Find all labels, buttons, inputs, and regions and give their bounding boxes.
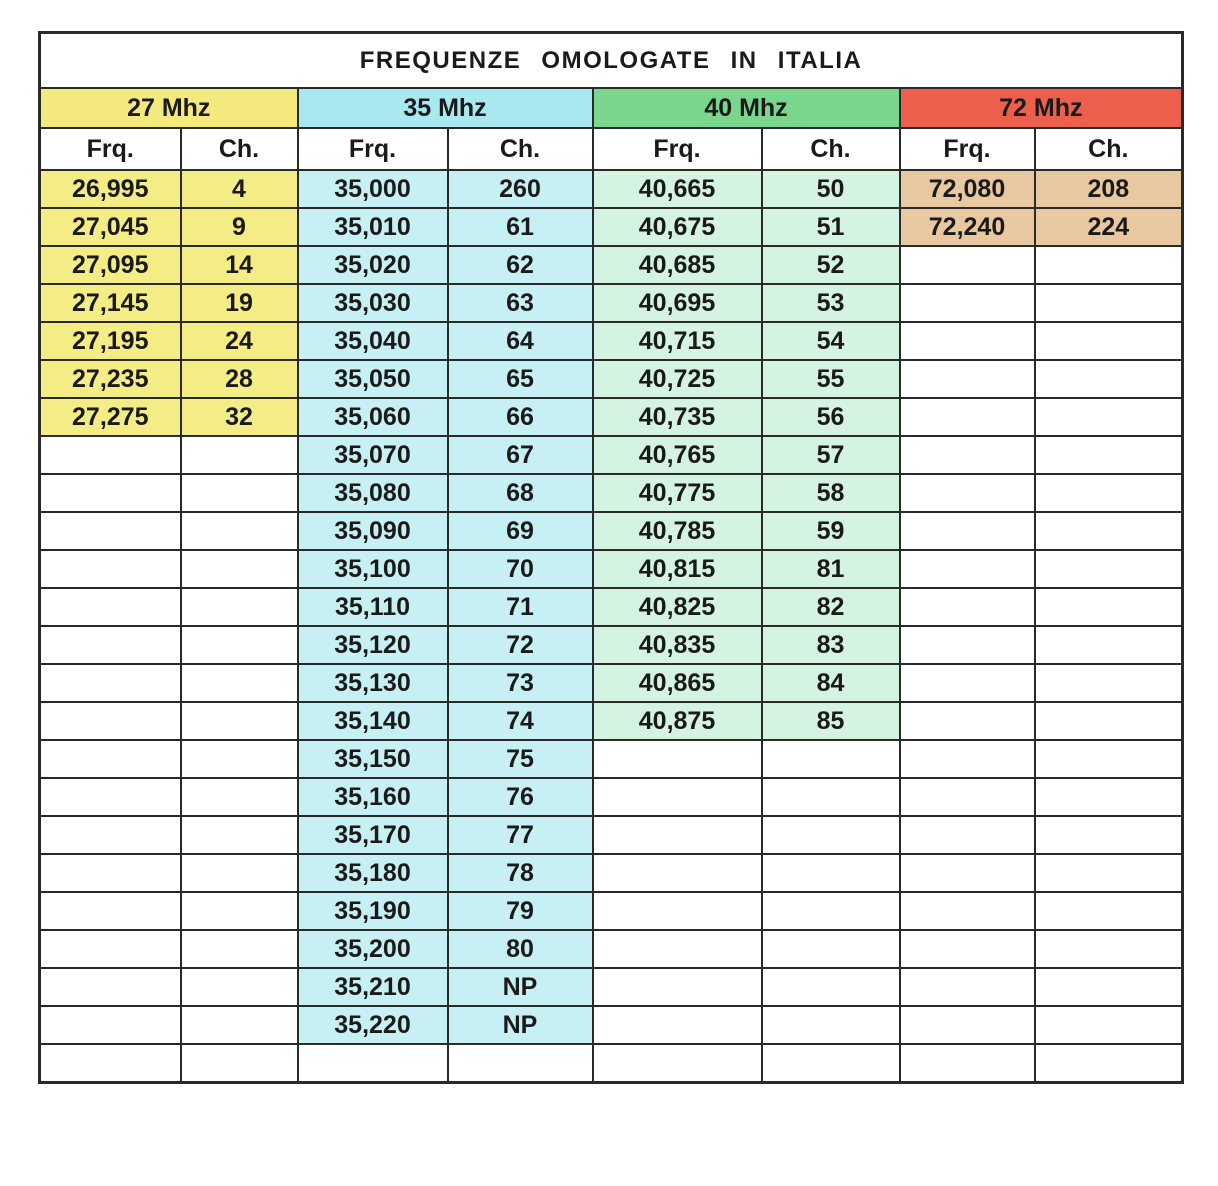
empty-cell <box>40 740 181 778</box>
table-row <box>40 588 1183 626</box>
channel-cell: 81 <box>762 550 900 588</box>
column-header-row <box>40 128 1183 170</box>
channel-cell: 79 <box>448 892 593 930</box>
freq-cell: 35,060 <box>298 398 448 436</box>
freq-cell: 35,090 <box>298 512 448 550</box>
freq-cell: 35,170 <box>298 816 448 854</box>
band-40-header: 40 Mhz <box>593 88 900 128</box>
empty-cell <box>762 740 900 778</box>
freq-cell: 40,665 <box>593 170 762 208</box>
freq-cell: 40,675 <box>593 208 762 246</box>
freq-cell: 35,190 <box>298 892 448 930</box>
channel-cell: 53 <box>762 284 900 322</box>
channel-cell: 80 <box>448 930 593 968</box>
empty-cell <box>40 474 181 512</box>
freq-cell: 35,020 <box>298 246 448 284</box>
freq-cell: 40,865 <box>593 664 762 702</box>
empty-cell <box>181 626 298 664</box>
freq-cell: 35,210 <box>298 968 448 1006</box>
empty-cell <box>593 892 762 930</box>
channel-cell: 77 <box>448 816 593 854</box>
empty-cell <box>900 360 1035 398</box>
table-row <box>40 854 1183 892</box>
empty-cell <box>40 550 181 588</box>
empty-cell <box>1035 702 1183 740</box>
channel-cell: 19 <box>181 284 298 322</box>
channel-cell: 61 <box>448 208 593 246</box>
table-row <box>40 816 1183 854</box>
empty-cell <box>1035 474 1183 512</box>
channel-cell: 55 <box>762 360 900 398</box>
channel-cell: 50 <box>762 170 900 208</box>
empty-cell <box>40 512 181 550</box>
empty-cell <box>762 892 900 930</box>
table-row <box>40 398 1183 436</box>
table-row <box>40 170 1183 208</box>
table-row <box>40 702 1183 740</box>
channel-cell: NP <box>448 1006 593 1044</box>
freq-cell: 27,045 <box>40 208 181 246</box>
freq-cell: 35,180 <box>298 854 448 892</box>
channel-cell: 74 <box>448 702 593 740</box>
table-row <box>40 1006 1183 1044</box>
empty-cell <box>762 930 900 968</box>
channel-cell: 52 <box>762 246 900 284</box>
empty-cell <box>1035 664 1183 702</box>
channel-cell: 64 <box>448 322 593 360</box>
empty-cell <box>900 854 1035 892</box>
freq-cell: 35,040 <box>298 322 448 360</box>
empty-cell <box>40 930 181 968</box>
empty-cell <box>1035 284 1183 322</box>
channel-cell: 62 <box>448 246 593 284</box>
table-row <box>40 626 1183 664</box>
empty-cell <box>762 854 900 892</box>
col-freq-35: Frq. <box>298 128 448 170</box>
empty-cell <box>762 968 900 1006</box>
channel-cell: 28 <box>181 360 298 398</box>
empty-cell <box>40 702 181 740</box>
freq-cell: 27,095 <box>40 246 181 284</box>
empty-cell <box>181 816 298 854</box>
freq-cell: 40,785 <box>593 512 762 550</box>
table-row <box>40 436 1183 474</box>
channel-cell: 69 <box>448 512 593 550</box>
empty-cell <box>1035 1044 1183 1083</box>
empty-cell <box>298 1044 448 1083</box>
empty-cell <box>1035 588 1183 626</box>
empty-cell <box>181 474 298 512</box>
empty-cell <box>593 740 762 778</box>
channel-cell: 208 <box>1035 170 1183 208</box>
channel-cell: 78 <box>448 854 593 892</box>
empty-cell <box>40 778 181 816</box>
channel-cell: 72 <box>448 626 593 664</box>
empty-cell <box>762 1044 900 1083</box>
table-row <box>40 892 1183 930</box>
empty-cell <box>181 778 298 816</box>
empty-cell <box>900 512 1035 550</box>
empty-cell <box>900 664 1035 702</box>
empty-cell <box>1035 550 1183 588</box>
table-row <box>40 246 1183 284</box>
empty-cell <box>900 892 1035 930</box>
freq-cell: 35,120 <box>298 626 448 664</box>
freq-cell: 35,000 <box>298 170 448 208</box>
empty-cell <box>900 968 1035 1006</box>
freq-cell: 40,695 <box>593 284 762 322</box>
empty-cell <box>181 550 298 588</box>
freq-cell: 40,835 <box>593 626 762 664</box>
empty-cell <box>40 588 181 626</box>
freq-cell: 27,145 <box>40 284 181 322</box>
table-row <box>40 664 1183 702</box>
freq-cell: 35,010 <box>298 208 448 246</box>
table-row <box>40 208 1183 246</box>
channel-cell: 4 <box>181 170 298 208</box>
freq-cell: 40,725 <box>593 360 762 398</box>
channel-cell: 224 <box>1035 208 1183 246</box>
empty-cell <box>762 778 900 816</box>
band-27-header: 27 Mhz <box>40 88 298 128</box>
table-row <box>40 1044 1183 1083</box>
freq-cell: 40,735 <box>593 398 762 436</box>
channel-cell: 70 <box>448 550 593 588</box>
freq-cell: 40,765 <box>593 436 762 474</box>
empty-cell <box>181 930 298 968</box>
empty-cell <box>40 892 181 930</box>
empty-cell <box>900 398 1035 436</box>
empty-cell <box>181 892 298 930</box>
empty-cell <box>593 854 762 892</box>
empty-cell <box>1035 740 1183 778</box>
freq-cell: 40,715 <box>593 322 762 360</box>
channel-cell: 67 <box>448 436 593 474</box>
empty-cell <box>900 778 1035 816</box>
channel-cell: 75 <box>448 740 593 778</box>
channel-cell: NP <box>448 968 593 1006</box>
table-body <box>40 170 1183 1083</box>
empty-cell <box>900 284 1035 322</box>
empty-cell <box>1035 512 1183 550</box>
channel-cell: 9 <box>181 208 298 246</box>
col-ch-27: Ch. <box>181 128 298 170</box>
channel-cell: 260 <box>448 170 593 208</box>
empty-cell <box>1035 930 1183 968</box>
freq-cell: 35,200 <box>298 930 448 968</box>
empty-cell <box>40 626 181 664</box>
table-row <box>40 322 1183 360</box>
empty-cell <box>593 1044 762 1083</box>
empty-cell <box>900 816 1035 854</box>
empty-cell <box>900 436 1035 474</box>
table-row <box>40 284 1183 322</box>
empty-cell <box>448 1044 593 1083</box>
empty-cell <box>181 854 298 892</box>
channel-cell: 58 <box>762 474 900 512</box>
empty-cell <box>40 1044 181 1083</box>
empty-cell <box>1035 892 1183 930</box>
table-row <box>40 740 1183 778</box>
freq-cell: 40,775 <box>593 474 762 512</box>
freq-cell: 27,275 <box>40 398 181 436</box>
freq-cell: 27,235 <box>40 360 181 398</box>
col-ch-72: Ch. <box>1035 128 1183 170</box>
table-row <box>40 778 1183 816</box>
freq-cell: 72,240 <box>900 208 1035 246</box>
channel-cell: 59 <box>762 512 900 550</box>
empty-cell <box>1035 626 1183 664</box>
page-title: FREQUENZE OMOLOGATE IN ITALIA <box>40 33 1183 89</box>
empty-cell <box>900 246 1035 284</box>
freq-cell: 35,100 <box>298 550 448 588</box>
empty-cell <box>900 626 1035 664</box>
table-row <box>40 550 1183 588</box>
channel-cell: 82 <box>762 588 900 626</box>
table-row <box>40 512 1183 550</box>
table-row <box>40 474 1183 512</box>
empty-cell <box>181 702 298 740</box>
empty-cell <box>181 1006 298 1044</box>
empty-cell <box>593 778 762 816</box>
empty-cell <box>40 436 181 474</box>
channel-cell: 84 <box>762 664 900 702</box>
freq-cell: 35,150 <box>298 740 448 778</box>
empty-cell <box>900 930 1035 968</box>
freq-cell: 35,070 <box>298 436 448 474</box>
freq-cell: 40,825 <box>593 588 762 626</box>
empty-cell <box>900 474 1035 512</box>
table-row <box>40 360 1183 398</box>
empty-cell <box>900 740 1035 778</box>
table-row <box>40 930 1183 968</box>
empty-cell <box>181 512 298 550</box>
channel-cell: 14 <box>181 246 298 284</box>
freq-cell: 26,995 <box>40 170 181 208</box>
empty-cell <box>593 930 762 968</box>
channel-cell: 68 <box>448 474 593 512</box>
empty-cell <box>1035 246 1183 284</box>
channel-cell: 76 <box>448 778 593 816</box>
empty-cell <box>762 816 900 854</box>
empty-cell <box>900 550 1035 588</box>
empty-cell <box>181 588 298 626</box>
channel-cell: 56 <box>762 398 900 436</box>
channel-cell: 73 <box>448 664 593 702</box>
channel-cell: 54 <box>762 322 900 360</box>
empty-cell <box>1035 968 1183 1006</box>
band-72-header: 72 Mhz <box>900 88 1183 128</box>
empty-cell <box>181 436 298 474</box>
freq-cell: 35,050 <box>298 360 448 398</box>
freq-cell: 35,080 <box>298 474 448 512</box>
table-row <box>40 968 1183 1006</box>
empty-cell <box>1035 436 1183 474</box>
col-ch-35: Ch. <box>448 128 593 170</box>
channel-cell: 66 <box>448 398 593 436</box>
empty-cell <box>40 854 181 892</box>
empty-cell <box>181 664 298 702</box>
channel-cell: 32 <box>181 398 298 436</box>
empty-cell <box>1035 1006 1183 1044</box>
empty-cell <box>40 664 181 702</box>
channel-cell: 24 <box>181 322 298 360</box>
empty-cell <box>1035 322 1183 360</box>
col-freq-72: Frq. <box>900 128 1035 170</box>
empty-cell <box>593 816 762 854</box>
empty-cell <box>1035 816 1183 854</box>
channel-cell: 57 <box>762 436 900 474</box>
freq-cell: 40,815 <box>593 550 762 588</box>
freq-cell: 35,030 <box>298 284 448 322</box>
channel-cell: 65 <box>448 360 593 398</box>
channel-cell: 51 <box>762 208 900 246</box>
freq-cell: 40,875 <box>593 702 762 740</box>
channel-cell: 63 <box>448 284 593 322</box>
col-ch-40: Ch. <box>762 128 900 170</box>
empty-cell <box>181 968 298 1006</box>
channel-cell: 85 <box>762 702 900 740</box>
freq-cell: 35,130 <box>298 664 448 702</box>
empty-cell <box>900 588 1035 626</box>
col-freq-27: Frq. <box>40 128 181 170</box>
empty-cell <box>1035 854 1183 892</box>
empty-cell <box>593 968 762 1006</box>
empty-cell <box>40 1006 181 1044</box>
freq-cell: 35,110 <box>298 588 448 626</box>
freq-cell: 72,080 <box>900 170 1035 208</box>
freq-cell: 35,160 <box>298 778 448 816</box>
empty-cell <box>1035 360 1183 398</box>
empty-cell <box>181 1044 298 1083</box>
empty-cell <box>900 1006 1035 1044</box>
empty-cell <box>40 816 181 854</box>
freq-cell: 40,685 <box>593 246 762 284</box>
empty-cell <box>593 1006 762 1044</box>
empty-cell <box>181 740 298 778</box>
band-35-header: 35 Mhz <box>298 88 593 128</box>
empty-cell <box>900 1044 1035 1083</box>
channel-cell: 83 <box>762 626 900 664</box>
empty-cell <box>40 968 181 1006</box>
freq-cell: 35,140 <box>298 702 448 740</box>
empty-cell <box>1035 778 1183 816</box>
empty-cell <box>762 1006 900 1044</box>
col-freq-40: Frq. <box>593 128 762 170</box>
channel-cell: 71 <box>448 588 593 626</box>
freq-cell: 27,195 <box>40 322 181 360</box>
band-header-row <box>40 88 1183 128</box>
empty-cell <box>900 322 1035 360</box>
freq-cell: 35,220 <box>298 1006 448 1044</box>
frequency-table <box>38 31 1184 1084</box>
empty-cell <box>1035 398 1183 436</box>
empty-cell <box>900 702 1035 740</box>
